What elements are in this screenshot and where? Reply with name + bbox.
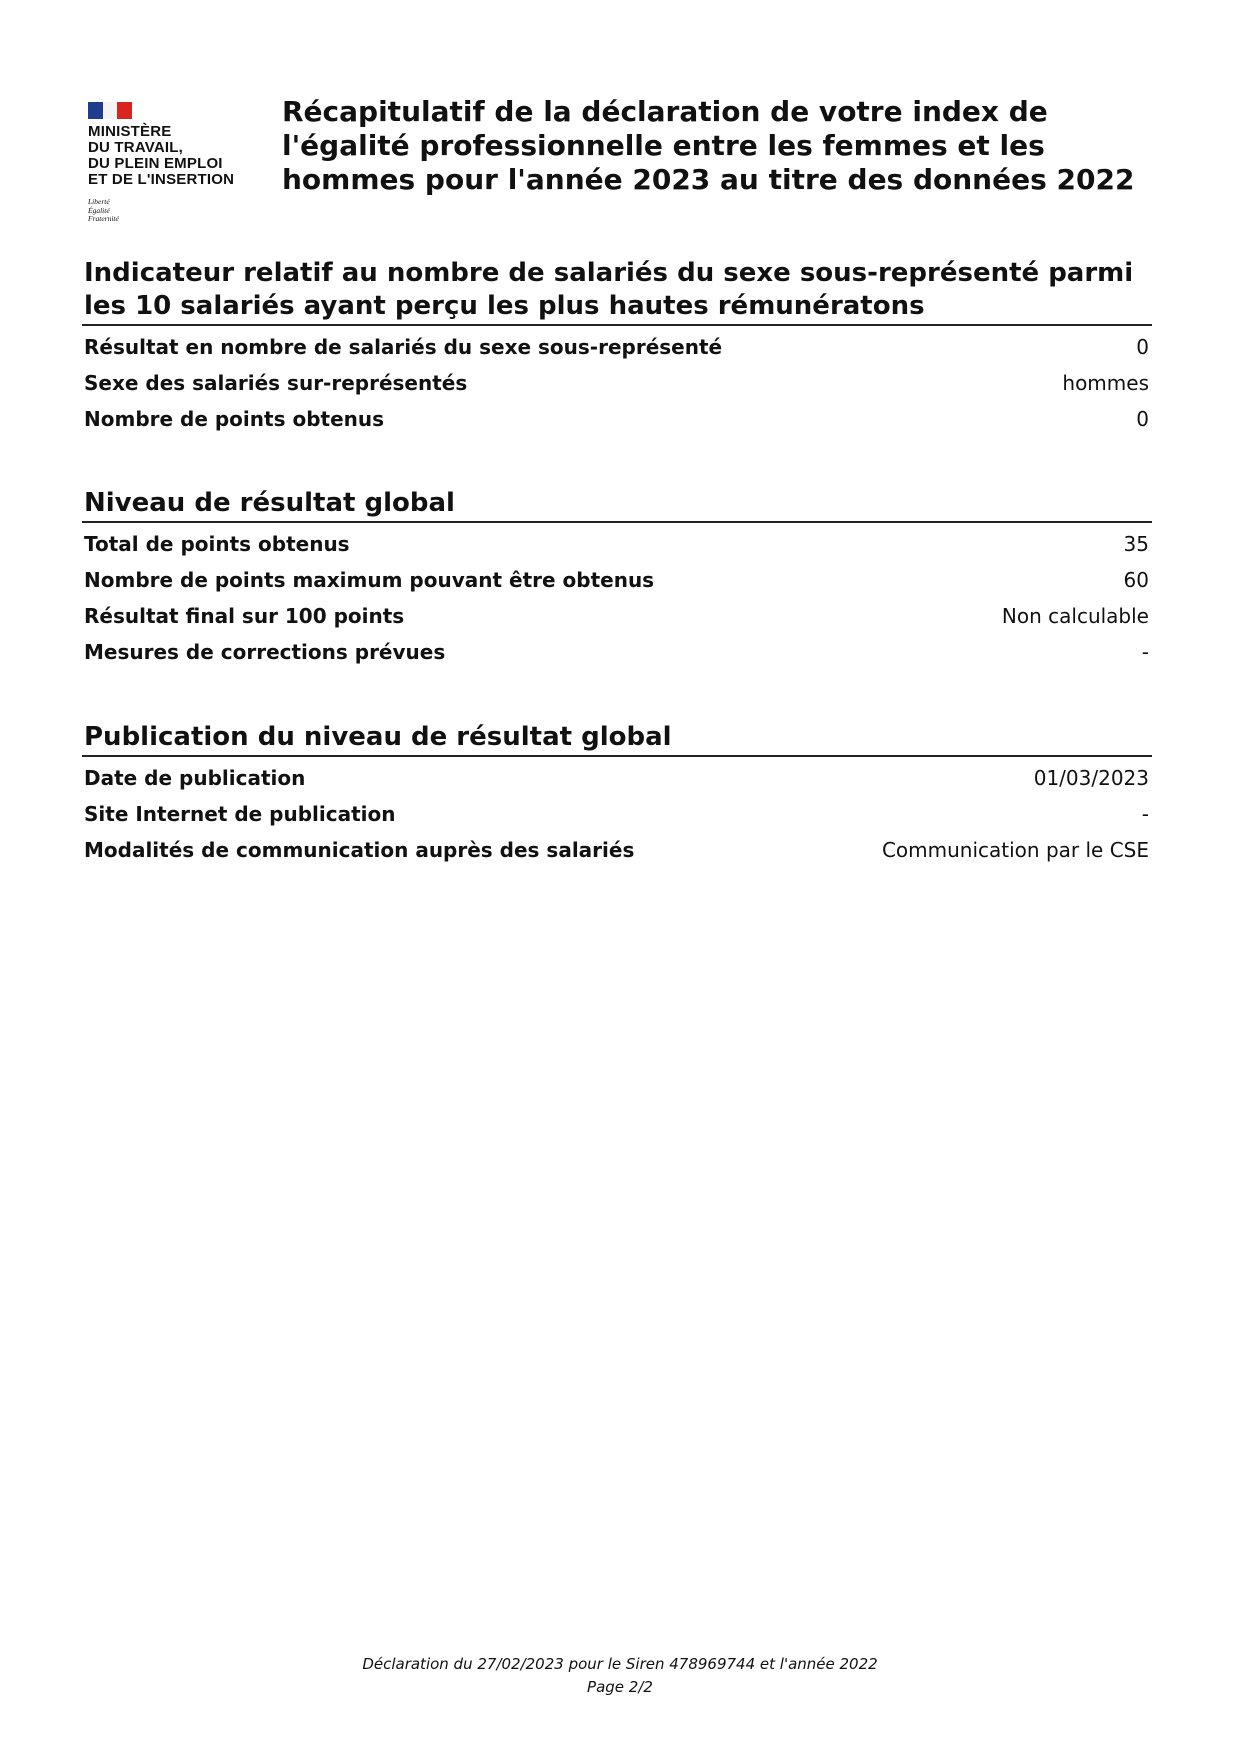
section-rows (82, 532, 1152, 676)
motto-line: Fraternité (88, 214, 119, 223)
row-label: Total de points obtenus (84, 532, 350, 556)
french-flag-icon (88, 102, 132, 119)
row-value: 01/03/2023 (1033, 766, 1149, 790)
result-row (82, 640, 1152, 676)
result-row (82, 838, 1152, 874)
row-label: Nombre de points maximum pouvant être obtenus (84, 568, 655, 592)
row-label: Modalités de communication auprès des salariés (84, 838, 635, 862)
section-top-earners-indicator (82, 257, 1152, 443)
result-row (82, 407, 1152, 443)
result-row (82, 532, 1152, 568)
section-title: Indicateur relatif au nombre de salariés du sexe sous-représenté parmi les 10 salariés ayant perçu les plus hautes rémunératons (82, 257, 1152, 326)
row-label: Mesures de corrections prévues (84, 640, 446, 664)
row-label: Site Internet de publication (84, 802, 396, 826)
declaration-line: Déclaration du 27/02/2023 pour le Siren 478969744 et l'année 2022 (362, 1655, 878, 1673)
republic-motto (88, 198, 258, 224)
section-title: Niveau de résultat global (82, 487, 1152, 523)
row-value: hommes (1062, 371, 1149, 395)
result-row (82, 371, 1152, 407)
row-label: Date de publication (84, 766, 306, 790)
section-rows (82, 335, 1152, 443)
ministry-logo (88, 102, 258, 224)
ministry-line: DU TRAVAIL, (88, 139, 183, 156)
ministry-line: DU PLEIN EMPLOI (88, 155, 223, 172)
row-label: Résultat final sur 100 points (84, 604, 405, 628)
motto-line: Égalité (88, 205, 110, 215)
section-rows (82, 766, 1152, 874)
section-global-result (82, 487, 1152, 676)
ministry-line: ET DE L'INSERTION (88, 171, 235, 188)
row-label: Résultat en nombre de salariés du sexe sous-représenté (84, 335, 723, 359)
document-title: Récapitulatif de la déclaration de votre index de l'égalité professionnelle entre les femmes et les hommes pour l'année 2023 au titre des données 2022 (282, 95, 1135, 196)
result-row (82, 568, 1152, 604)
ministry-line: MINISTÈRE (88, 123, 172, 140)
result-row (82, 335, 1152, 371)
section-publication (82, 721, 1152, 874)
row-label: Sexe des salariés sur-représentés (84, 371, 468, 395)
row-value: - (1141, 640, 1149, 664)
result-row (82, 766, 1152, 802)
row-value: 60 (1123, 568, 1149, 592)
row-label: Nombre de points obtenus (84, 407, 385, 431)
row-value: - (1141, 802, 1149, 826)
row-value: Non calculable (1001, 604, 1149, 628)
motto-line: Liberté (88, 197, 110, 206)
section-title: Publication du niveau de résultat global (82, 721, 1152, 757)
result-row (82, 604, 1152, 640)
result-row (82, 802, 1152, 838)
ministry-name (88, 124, 258, 188)
page-footer (0, 1653, 1240, 1699)
page-number: Page 2/2 (587, 1678, 653, 1696)
row-value: 0 (1136, 335, 1149, 359)
row-value: 0 (1136, 407, 1149, 431)
row-value: Communication par le CSE (881, 838, 1149, 862)
row-value: 35 (1123, 532, 1149, 556)
